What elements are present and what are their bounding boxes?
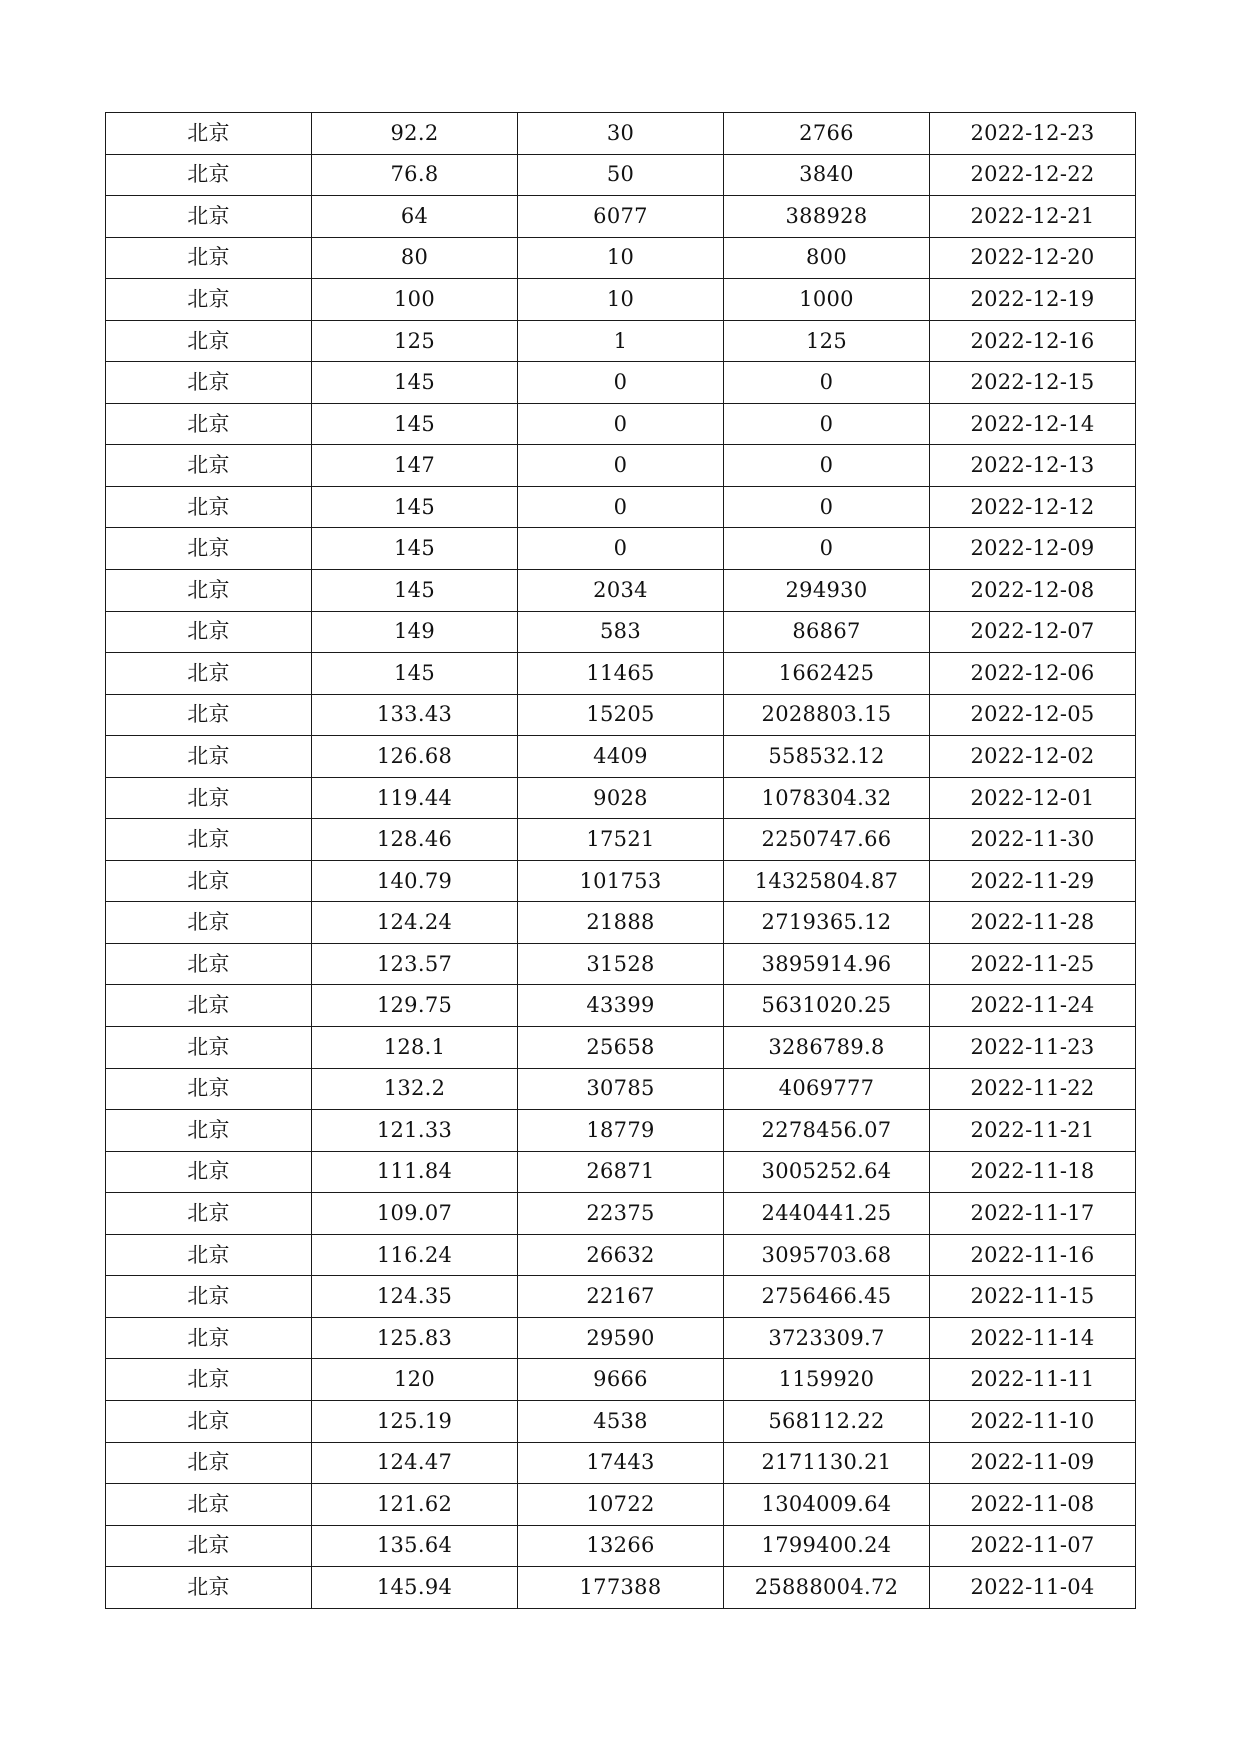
amount-cell: 0	[724, 445, 930, 487]
table-row	[106, 279, 1136, 321]
table-row	[106, 694, 1136, 736]
quantity-cell: 0	[518, 403, 724, 445]
date-cell: 2022-11-18	[930, 1151, 1136, 1193]
table-row	[106, 1442, 1136, 1484]
city-cell: 北京	[106, 985, 312, 1027]
quantity-cell: 22375	[518, 1193, 724, 1235]
city-cell: 北京	[106, 611, 312, 653]
date-cell: 2022-11-21	[930, 1110, 1136, 1152]
table-row	[106, 1276, 1136, 1318]
price-cell: 145	[312, 403, 518, 445]
city-cell: 北京	[106, 694, 312, 736]
city-cell: 北京	[106, 1110, 312, 1152]
quantity-cell: 30	[518, 113, 724, 155]
date-cell: 2022-11-24	[930, 985, 1136, 1027]
price-cell: 64	[312, 196, 518, 238]
price-cell: 126.68	[312, 736, 518, 778]
amount-cell: 0	[724, 362, 930, 404]
price-cell: 129.75	[312, 985, 518, 1027]
date-cell: 2022-11-15	[930, 1276, 1136, 1318]
city-cell: 北京	[106, 403, 312, 445]
amount-cell: 5631020.25	[724, 985, 930, 1027]
city-cell: 北京	[106, 777, 312, 819]
price-cell: 120	[312, 1359, 518, 1401]
city-cell: 北京	[106, 1027, 312, 1069]
price-cell: 119.44	[312, 777, 518, 819]
amount-cell: 2250747.66	[724, 819, 930, 861]
amount-cell: 800	[724, 237, 930, 279]
city-cell: 北京	[106, 653, 312, 695]
amount-cell: 125	[724, 320, 930, 362]
amount-cell: 3840	[724, 154, 930, 196]
price-cell: 145	[312, 528, 518, 570]
quantity-cell: 1	[518, 320, 724, 362]
date-cell: 2022-12-09	[930, 528, 1136, 570]
price-cell: 116.24	[312, 1234, 518, 1276]
price-cell: 121.33	[312, 1110, 518, 1152]
city-cell: 北京	[106, 1400, 312, 1442]
city-cell: 北京	[106, 736, 312, 778]
table-row	[106, 237, 1136, 279]
quantity-cell: 22167	[518, 1276, 724, 1318]
amount-cell: 2028803.15	[724, 694, 930, 736]
price-cell: 125.83	[312, 1317, 518, 1359]
quantity-cell: 17443	[518, 1442, 724, 1484]
quantity-cell: 9666	[518, 1359, 724, 1401]
date-cell: 2022-12-02	[930, 736, 1136, 778]
amount-cell: 3895914.96	[724, 943, 930, 985]
quantity-cell: 26632	[518, 1234, 724, 1276]
amount-cell: 0	[724, 403, 930, 445]
table-row	[106, 528, 1136, 570]
date-cell: 2022-11-04	[930, 1567, 1136, 1609]
quantity-cell: 26871	[518, 1151, 724, 1193]
date-cell: 2022-11-25	[930, 943, 1136, 985]
price-cell: 149	[312, 611, 518, 653]
price-cell: 147	[312, 445, 518, 487]
table-row	[106, 611, 1136, 653]
city-cell: 北京	[106, 1151, 312, 1193]
price-cell: 135.64	[312, 1525, 518, 1567]
city-cell: 北京	[106, 1193, 312, 1235]
table-body	[106, 113, 1136, 1609]
amount-cell: 14325804.87	[724, 860, 930, 902]
quantity-cell: 13266	[518, 1525, 724, 1567]
amount-cell: 1078304.32	[724, 777, 930, 819]
price-cell: 125	[312, 320, 518, 362]
table-row	[106, 653, 1136, 695]
amount-cell: 0	[724, 486, 930, 528]
table-row	[106, 1151, 1136, 1193]
date-cell: 2022-12-22	[930, 154, 1136, 196]
city-cell: 北京	[106, 860, 312, 902]
quantity-cell: 21888	[518, 902, 724, 944]
table-row	[106, 1567, 1136, 1609]
date-cell: 2022-11-10	[930, 1400, 1136, 1442]
city-cell: 北京	[106, 570, 312, 612]
table-row	[106, 1359, 1136, 1401]
price-cell: 76.8	[312, 154, 518, 196]
table-row	[106, 1484, 1136, 1526]
price-cell: 123.57	[312, 943, 518, 985]
date-cell: 2022-12-01	[930, 777, 1136, 819]
date-cell: 2022-12-23	[930, 113, 1136, 155]
quantity-cell: 0	[518, 528, 724, 570]
price-cell: 124.35	[312, 1276, 518, 1318]
date-cell: 2022-11-30	[930, 819, 1136, 861]
quantity-cell: 15205	[518, 694, 724, 736]
table-row	[106, 1525, 1136, 1567]
table-row	[106, 777, 1136, 819]
date-cell: 2022-12-19	[930, 279, 1136, 321]
city-cell: 北京	[106, 1234, 312, 1276]
price-cell: 111.84	[312, 1151, 518, 1193]
table-row	[106, 1317, 1136, 1359]
amount-cell: 388928	[724, 196, 930, 238]
amount-cell: 0	[724, 528, 930, 570]
quantity-cell: 10	[518, 279, 724, 321]
date-cell: 2022-12-15	[930, 362, 1136, 404]
date-cell: 2022-12-07	[930, 611, 1136, 653]
city-cell: 北京	[106, 1567, 312, 1609]
price-cell: 145	[312, 486, 518, 528]
date-cell: 2022-11-09	[930, 1442, 1136, 1484]
quantity-cell: 31528	[518, 943, 724, 985]
table-row	[106, 362, 1136, 404]
city-cell: 北京	[106, 445, 312, 487]
table-row	[106, 1400, 1136, 1442]
quantity-cell: 50	[518, 154, 724, 196]
amount-cell: 1662425	[724, 653, 930, 695]
date-cell: 2022-11-08	[930, 1484, 1136, 1526]
date-cell: 2022-11-22	[930, 1068, 1136, 1110]
city-cell: 北京	[106, 943, 312, 985]
price-cell: 128.1	[312, 1027, 518, 1069]
price-cell: 124.47	[312, 1442, 518, 1484]
amount-cell: 3005252.64	[724, 1151, 930, 1193]
quantity-cell: 177388	[518, 1567, 724, 1609]
quantity-cell: 10	[518, 237, 724, 279]
city-cell: 北京	[106, 320, 312, 362]
date-cell: 2022-12-12	[930, 486, 1136, 528]
city-cell: 北京	[106, 819, 312, 861]
table-row	[106, 985, 1136, 1027]
amount-cell: 2766	[724, 113, 930, 155]
city-cell: 北京	[106, 528, 312, 570]
city-cell: 北京	[106, 362, 312, 404]
city-cell: 北京	[106, 1317, 312, 1359]
table-row	[106, 943, 1136, 985]
city-cell: 北京	[106, 237, 312, 279]
table-row	[106, 1193, 1136, 1235]
city-cell: 北京	[106, 1484, 312, 1526]
amount-cell: 2171130.21	[724, 1442, 930, 1484]
quantity-cell: 0	[518, 486, 724, 528]
amount-cell: 25888004.72	[724, 1567, 930, 1609]
table-row	[106, 1234, 1136, 1276]
city-cell: 北京	[106, 1525, 312, 1567]
city-cell: 北京	[106, 1276, 312, 1318]
date-cell: 2022-12-21	[930, 196, 1136, 238]
price-cell: 80	[312, 237, 518, 279]
table-row	[106, 403, 1136, 445]
date-cell: 2022-11-23	[930, 1027, 1136, 1069]
date-cell: 2022-11-29	[930, 860, 1136, 902]
quantity-cell: 17521	[518, 819, 724, 861]
amount-cell: 294930	[724, 570, 930, 612]
quantity-cell: 9028	[518, 777, 724, 819]
price-cell: 92.2	[312, 113, 518, 155]
date-cell: 2022-11-16	[930, 1234, 1136, 1276]
quantity-cell: 2034	[518, 570, 724, 612]
quantity-cell: 4538	[518, 1400, 724, 1442]
quantity-cell: 25658	[518, 1027, 724, 1069]
price-cell: 133.43	[312, 694, 518, 736]
price-cell: 121.62	[312, 1484, 518, 1526]
date-cell: 2022-12-08	[930, 570, 1136, 612]
date-cell: 2022-12-20	[930, 237, 1136, 279]
date-cell: 2022-11-17	[930, 1193, 1136, 1235]
table-row	[106, 113, 1136, 155]
table-row	[106, 819, 1136, 861]
date-cell: 2022-11-28	[930, 902, 1136, 944]
city-cell: 北京	[106, 154, 312, 196]
amount-cell: 1159920	[724, 1359, 930, 1401]
quantity-cell: 4409	[518, 736, 724, 778]
table-row	[106, 736, 1136, 778]
quantity-cell: 18779	[518, 1110, 724, 1152]
price-cell: 140.79	[312, 860, 518, 902]
amount-cell: 86867	[724, 611, 930, 653]
date-cell: 2022-11-11	[930, 1359, 1136, 1401]
table-row	[106, 486, 1136, 528]
city-cell: 北京	[106, 279, 312, 321]
quantity-cell: 43399	[518, 985, 724, 1027]
quantity-cell: 10722	[518, 1484, 724, 1526]
date-cell: 2022-12-13	[930, 445, 1136, 487]
quantity-cell: 0	[518, 445, 724, 487]
price-cell: 132.2	[312, 1068, 518, 1110]
amount-cell: 2719365.12	[724, 902, 930, 944]
amount-cell: 2278456.07	[724, 1110, 930, 1152]
price-cell: 145	[312, 653, 518, 695]
amount-cell: 3723309.7	[724, 1317, 930, 1359]
amount-cell: 2440441.25	[724, 1193, 930, 1235]
quantity-cell: 11465	[518, 653, 724, 695]
table-row	[106, 1068, 1136, 1110]
city-cell: 北京	[106, 902, 312, 944]
amount-cell: 558532.12	[724, 736, 930, 778]
price-cell: 100	[312, 279, 518, 321]
quantity-cell: 583	[518, 611, 724, 653]
amount-cell: 1304009.64	[724, 1484, 930, 1526]
city-cell: 北京	[106, 113, 312, 155]
amount-cell: 3095703.68	[724, 1234, 930, 1276]
quantity-cell: 30785	[518, 1068, 724, 1110]
city-cell: 北京	[106, 196, 312, 238]
price-cell: 109.07	[312, 1193, 518, 1235]
data-table	[105, 112, 1136, 1609]
date-cell: 2022-11-14	[930, 1317, 1136, 1359]
quantity-cell: 0	[518, 362, 724, 404]
table-row	[106, 1110, 1136, 1152]
quantity-cell: 29590	[518, 1317, 724, 1359]
city-cell: 北京	[106, 1068, 312, 1110]
table-row	[106, 1027, 1136, 1069]
table-row	[106, 570, 1136, 612]
amount-cell: 568112.22	[724, 1400, 930, 1442]
table-row	[106, 445, 1136, 487]
price-cell: 145	[312, 362, 518, 404]
amount-cell: 2756466.45	[724, 1276, 930, 1318]
amount-cell: 4069777	[724, 1068, 930, 1110]
amount-cell: 1000	[724, 279, 930, 321]
quantity-cell: 101753	[518, 860, 724, 902]
table-row	[106, 860, 1136, 902]
quantity-cell: 6077	[518, 196, 724, 238]
price-cell: 145.94	[312, 1567, 518, 1609]
table-row	[106, 196, 1136, 238]
table-row	[106, 154, 1136, 196]
date-cell: 2022-12-05	[930, 694, 1136, 736]
table-row	[106, 902, 1136, 944]
price-cell: 128.46	[312, 819, 518, 861]
date-cell: 2022-12-06	[930, 653, 1136, 695]
date-cell: 2022-11-07	[930, 1525, 1136, 1567]
city-cell: 北京	[106, 1442, 312, 1484]
date-cell: 2022-12-16	[930, 320, 1136, 362]
price-cell: 145	[312, 570, 518, 612]
table-row	[106, 320, 1136, 362]
amount-cell: 3286789.8	[724, 1027, 930, 1069]
amount-cell: 1799400.24	[724, 1525, 930, 1567]
price-cell: 125.19	[312, 1400, 518, 1442]
date-cell: 2022-12-14	[930, 403, 1136, 445]
city-cell: 北京	[106, 486, 312, 528]
price-cell: 124.24	[312, 902, 518, 944]
city-cell: 北京	[106, 1359, 312, 1401]
